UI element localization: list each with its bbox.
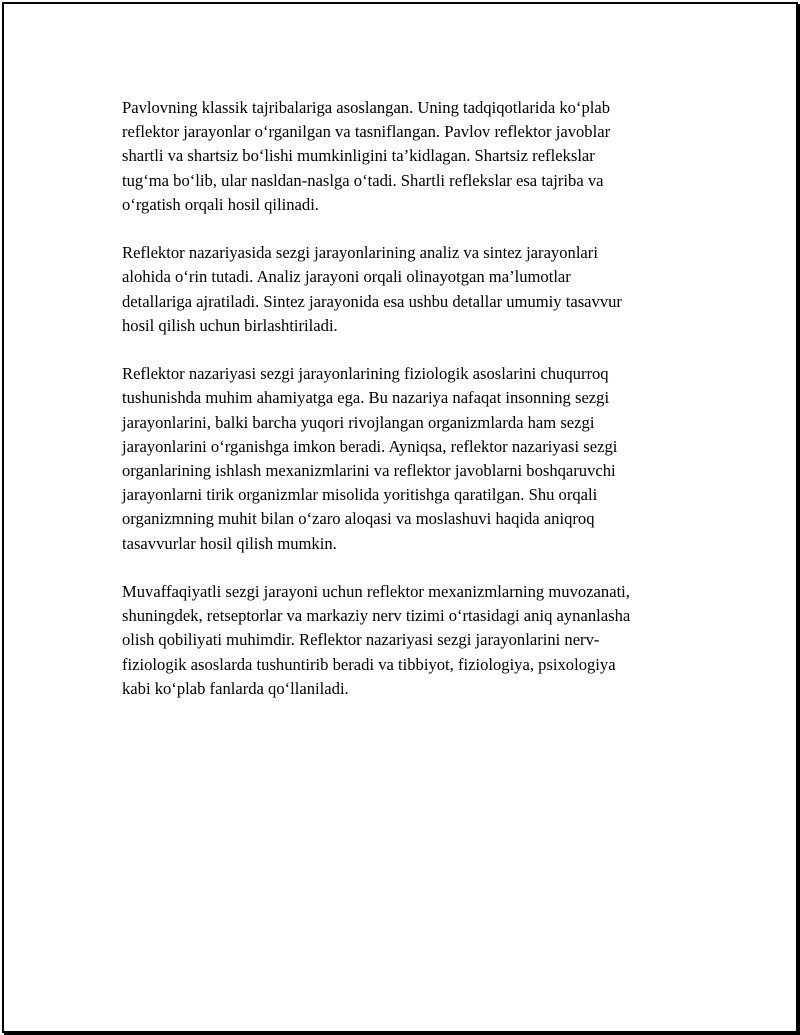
document-body [122, 96, 702, 725]
text-line: jarayonlarini, balki barcha yuqori rivojlangan organizmlarda ham sezgi [122, 412, 595, 432]
text-line: tug‘ma bo‘lib, ular nasldan-naslga o‘tadi. Shartli reflekslar esa tajriba va [122, 170, 604, 190]
text-line: kabi ko‘plab fanlarda qo‘llaniladi. [122, 678, 349, 698]
text-line: detallariga ajratiladi. Sintez jarayonida esa ushbu detallar umumiy tasavvur [122, 291, 622, 311]
text-line: tushunishda muhim ahamiyatga ega. Bu nazariya nafaqat insonning sezgi [122, 388, 610, 408]
text-line: jarayonlarni tirik organizmlar misolida yoritishga qaratilgan. Shu orqali [122, 485, 598, 505]
page [2, 2, 798, 1033]
text-line: organizmning muhit bilan o‘zaro aloqasi va moslashuvi haqida aniqroq [122, 509, 595, 529]
text-line: Reflektor nazariyasida sezgi jarayonlarining analiz va sintez jarayonlari [122, 243, 598, 263]
paragraph-3 [122, 362, 702, 556]
text-line: reflektor jarayonlar o‘rganilgan va tasniflangan. Pavlov reflektor javoblar [122, 122, 611, 142]
text-line: o‘rgatish orqali hosil qilinadi. [122, 194, 319, 214]
text-line: shartli va shartsiz bo‘lishi mumkinligini ta’kidlagan. Shartsiz reflekslar [122, 146, 595, 166]
text-line: jarayonlarini o‘rganishga imkon beradi. Ayniqsa, reflektor nazariyasi sezgi [122, 436, 618, 456]
paragraph-4 [122, 580, 702, 701]
text-line: Reflektor nazariyasi sezgi jarayonlarining fiziologik asoslarini chuqurroq [122, 364, 609, 384]
text-line: hosil qilish uchun birlashtiriladi. [122, 315, 338, 335]
text-line: olish qobiliyati muhimdir. Reflektor nazariyasi sezgi jarayonlarini nerv- [122, 630, 600, 650]
paragraph-2 [122, 241, 702, 338]
text-line: organlarining ishlash mexanizmlarini va reflektor javoblarni boshqaruvchi [122, 461, 616, 481]
text-line: shuningdek, retseptorlar va markaziy nerv tizimi o‘rtasidagi aniq aynanlasha [122, 606, 631, 626]
text-line: fiziologik asoslarda tushuntirib beradi va tibbiyot, fiziologiya, psixologiya [122, 654, 616, 674]
paragraph-1 [122, 96, 702, 217]
text-line: Muvaffaqiyatli sezgi jarayoni uchun reflektor mexanizmlarning muvozanati, [122, 582, 630, 602]
text-line: tasavvurlar hosil qilish mumkin. [122, 533, 337, 553]
text-line: Pavlovning klassik tajribalariga asoslangan. Uning tadqiqotlarida ko‘plab [122, 98, 611, 117]
text-line: alohida o‘rin tutadi. Analiz jarayoni orqali olinayotgan ma’lumotlar [122, 267, 571, 287]
